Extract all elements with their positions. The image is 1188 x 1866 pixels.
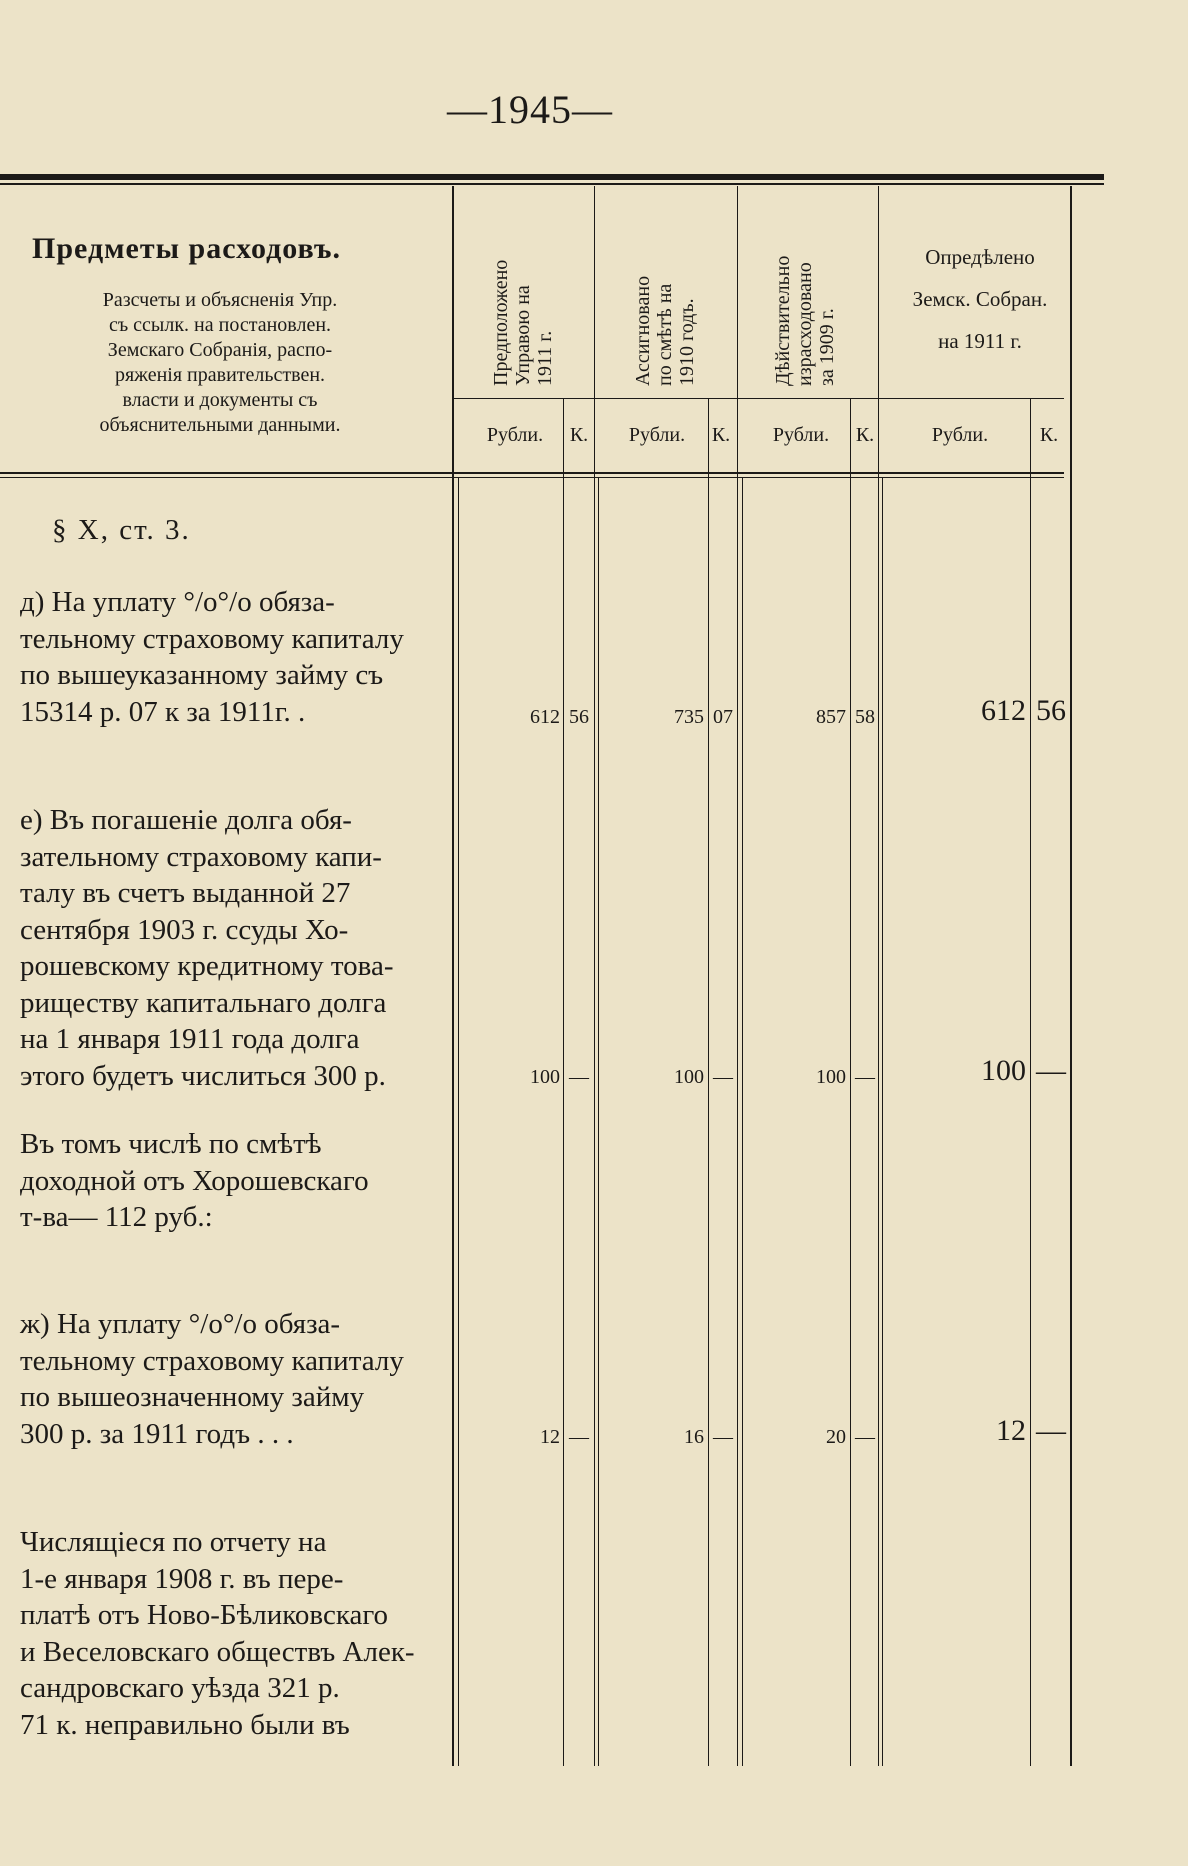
- unit-rubles: Рубли.: [772, 424, 830, 446]
- entry-e-assigned-kop: —: [713, 1066, 733, 1088]
- entry-d-proposed-rub: 612: [530, 706, 560, 728]
- entry-zh-proposed-rub: 12: [540, 1426, 560, 1448]
- header-subtitle-line: Земскаго Собранія, распо-: [107, 339, 333, 361]
- entry-e-decided-kop: —: [1036, 1054, 1066, 1087]
- unit-rubles: Рубли.: [628, 424, 686, 446]
- subheader-rule: [452, 398, 1064, 399]
- col-assigned-header: Ассигновано по смѣтѣ на 1910 годъ.: [632, 275, 698, 386]
- column-divider: [452, 186, 454, 1766]
- entry-d-assigned-rub: 735: [674, 706, 704, 728]
- text-line: т-ва— 112 руб.:: [20, 1201, 213, 1233]
- entry-d-decided-rub: 612: [981, 694, 1026, 727]
- column-divider: [458, 478, 459, 1766]
- column-divider: [598, 478, 599, 1766]
- header-bottom-rule: [0, 472, 1064, 474]
- entry-e-proposed-rub: 100: [530, 1066, 560, 1088]
- entry-final-text: [20, 1524, 432, 1743]
- text-line: рошевскому кредитному това-: [20, 950, 394, 982]
- text-line: 15314 р. 07 к за 1911г. .: [20, 695, 306, 728]
- header-subtitle-line: Разсчеты и объясненія Упр.: [102, 289, 338, 311]
- text-line: е) Въ погашеніе долга обя-: [20, 804, 352, 836]
- entry-d-actual-rub: 857: [816, 706, 846, 728]
- text-line: риществу капитальнаго долга: [20, 986, 387, 1019]
- unit-kopecks: К.: [569, 424, 589, 446]
- entry-d-actual-kop: 58: [855, 706, 875, 728]
- entry-zh-decided-rub: 12: [996, 1414, 1026, 1447]
- entry-e-decided-rub: 100: [981, 1054, 1026, 1087]
- entry-zh-text: [20, 1306, 432, 1452]
- text-line: Въ томъ числѣ по смѣтѣ: [20, 1128, 322, 1160]
- text-line: ж) На уплату °/о°/о обяза-: [20, 1308, 341, 1340]
- unit-rubles: Рубли.: [486, 424, 544, 446]
- col-proposed-header: Предположено Управою на 1911 г.: [490, 259, 556, 386]
- entry-d-assigned-kop: 07: [713, 706, 733, 728]
- entry-d-decided-kop: 56: [1036, 694, 1066, 727]
- unit-kopecks: К.: [855, 424, 875, 446]
- col-decided-header: Опредѣлено Земск. Собран. на 1911 г.: [912, 245, 1048, 353]
- text-line: и Веселовскаго обществъ Алек-: [20, 1635, 415, 1668]
- entry-d-proposed-kop: 56: [569, 706, 589, 728]
- entry-e-actual-kop: —: [855, 1066, 875, 1088]
- text-line: сандровскаго уѣзда 321 р.: [20, 1672, 340, 1704]
- header-subtitle-line: объяснительными данными.: [99, 414, 341, 436]
- entry-e-actual-rub: 100: [816, 1066, 846, 1088]
- column-divider: [737, 186, 738, 1766]
- entry-e-text: [20, 802, 432, 1094]
- header-title: Предметы расходовъ.: [32, 232, 341, 265]
- entry-zh-assigned-rub: 16: [684, 1426, 704, 1448]
- text-line: по вышеуказанному займу съ: [20, 659, 384, 691]
- entry-d-text: [20, 584, 432, 730]
- col-actual-header: Дѣйствительно израсходовано за 1909 г.: [772, 255, 838, 386]
- page-number: —1945—: [447, 87, 613, 132]
- text-line: тельному страховому капиталу: [20, 622, 404, 655]
- header-subtitle: [60, 288, 380, 438]
- entry-zh-assigned-kop: —: [713, 1426, 733, 1448]
- column-divider: [878, 186, 879, 1766]
- text-line: талу въ счетъ выданной 27: [20, 877, 351, 909]
- top-rule-thin: [0, 183, 1104, 185]
- entry-note-text: [20, 1126, 432, 1236]
- text-line: этого будетъ числиться 300 р.: [20, 1059, 386, 1092]
- text-line: 1-е января 1908 г. въ пере-: [20, 1562, 344, 1595]
- entry-e-proposed-kop: —: [569, 1066, 589, 1088]
- unit-kopecks: К.: [711, 424, 731, 446]
- text-line: по вышеозначенному займу: [20, 1381, 365, 1413]
- entry-zh-actual-kop: —: [855, 1426, 875, 1448]
- section-heading: § X, ст. 3.: [52, 514, 191, 546]
- text-line: Числящіеся по отчету на: [20, 1526, 327, 1558]
- column-divider: [594, 186, 595, 1766]
- text-line: зательному страховому капи-: [20, 840, 382, 873]
- entry-zh-proposed-kop: —: [569, 1426, 589, 1448]
- text-line: на 1 января 1911 года долга: [20, 1023, 360, 1055]
- header-subtitle-line: власти и документы съ: [122, 389, 318, 411]
- text-line: 300 р. за 1911 годъ . . .: [20, 1417, 294, 1450]
- header-subtitle-line: съ ссылк. на постановлен.: [108, 314, 332, 336]
- text-line: 71 к. неправильно были въ: [20, 1708, 350, 1741]
- text-line: доходной отъ Хорошевскаго: [20, 1164, 369, 1197]
- text-line: платѣ отъ Ново-Бѣликовскаго: [20, 1599, 389, 1631]
- header-bottom-rule: [0, 477, 1064, 478]
- entry-e-assigned-rub: 100: [674, 1066, 704, 1088]
- column-divider: [1070, 186, 1072, 1766]
- column-divider: [882, 478, 883, 1766]
- text-line: тельному страховому капиталу: [20, 1344, 404, 1377]
- entry-zh-actual-rub: 20: [826, 1426, 846, 1448]
- entry-zh-decided-kop: —: [1036, 1414, 1066, 1447]
- top-rule-thick: [0, 174, 1104, 180]
- text-line: сентября 1903 г. ссуды Хо-: [20, 913, 349, 946]
- text-line: д) На уплату °/о°/о обяза-: [20, 586, 335, 618]
- header-subtitle-line: ряженія правительствен.: [114, 364, 326, 386]
- column-divider: [742, 478, 743, 1766]
- unit-kopecks: К.: [1039, 424, 1059, 446]
- unit-rubles: Рубли.: [931, 424, 989, 446]
